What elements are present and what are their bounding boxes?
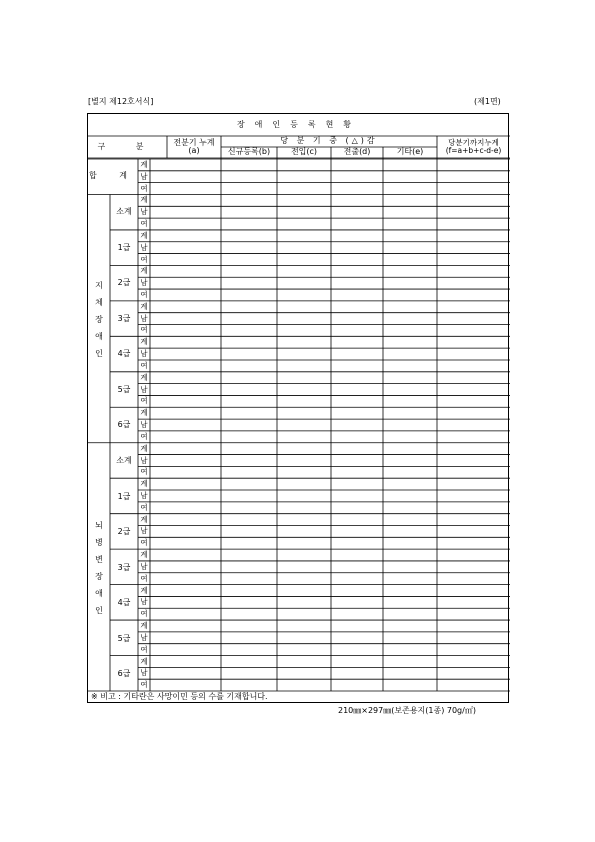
row-type-label: 여: [140, 183, 148, 193]
grade-label: 5급: [117, 633, 131, 643]
row-type-label: 남: [140, 349, 148, 359]
header-current-quarter: 당 분 기 중 (△)감: [280, 136, 378, 146]
grade-label: 소계: [116, 207, 132, 217]
group-physical-char: 애: [95, 331, 103, 341]
row-type-label: 계: [140, 656, 148, 666]
grade-label: 3급: [117, 313, 131, 323]
row-type-label: 계: [140, 159, 148, 169]
group-brain-char: 뇌: [95, 520, 103, 530]
group-brain-char: 변: [95, 554, 103, 564]
row-type-label: 남: [140, 420, 148, 430]
row-type-label: 남: [140, 668, 148, 678]
row-type-label: 여: [140, 360, 148, 370]
row-type-label: 남: [140, 455, 148, 465]
footer-note: ※ 비고 : 기타란은 사망이민 등의 수를 기재합니다.: [91, 692, 268, 702]
row-type-label: 남: [140, 313, 148, 323]
row-type-label: 여: [140, 254, 148, 264]
row-type-label: 남: [140, 632, 148, 642]
group-brain-char: 인: [95, 605, 103, 615]
grade-label: 6급: [117, 668, 131, 678]
row-type-label: 여: [140, 431, 148, 441]
row-type-label: 여: [140, 396, 148, 406]
group-brain-char: 장: [95, 571, 103, 581]
row-type-label: 계: [140, 621, 148, 631]
row-type-label: 남: [140, 597, 148, 607]
row-type-label: 남: [140, 207, 148, 217]
row-type-label: 남: [140, 278, 148, 288]
row-type-label: 계: [140, 337, 148, 347]
group-brain-char: 병: [95, 537, 103, 547]
grade-label: 1급: [117, 491, 131, 501]
form-number: [별지 제12호서식]: [88, 97, 154, 106]
grade-label: 2급: [117, 278, 131, 288]
row-type-label: 계: [140, 372, 148, 382]
row-type-label: 계: [140, 443, 148, 453]
grade-label: 4급: [117, 349, 131, 359]
row-type-label: 계: [140, 266, 148, 276]
row-type-label: 남: [140, 490, 148, 500]
group-physical-char: 체: [95, 297, 103, 307]
grade-label: 5급: [117, 384, 131, 394]
page-number: (제1면): [474, 97, 501, 106]
row-type-label: 남: [140, 561, 148, 571]
row-type-label: 여: [140, 644, 148, 654]
row-type-label: 계: [140, 550, 148, 560]
registration-table: [87, 113, 509, 703]
header-cumulative-to-date: 당분기까지누계 (f=a+b+c-d-e): [445, 138, 502, 155]
row-type-label: 여: [140, 538, 148, 548]
row-type-label: 남: [140, 242, 148, 252]
header-transfer-out: 전출(d): [343, 147, 371, 157]
row-type-label: 여: [140, 680, 148, 690]
row-type-label: 남: [140, 384, 148, 394]
group-brain-char: 애: [95, 588, 103, 598]
group-brain: [88, 444, 110, 691]
grade-label: 2급: [117, 527, 131, 537]
grade-label: 1급: [117, 242, 131, 252]
group-physical-char: 지: [95, 280, 103, 290]
header-other: 기타(e): [396, 147, 424, 157]
row-type-label: 여: [140, 290, 148, 299]
paper-spec: 210㎜×297㎜(보존용지(1종) 70g/㎡): [338, 706, 476, 715]
group-total: 합 계: [89, 171, 137, 181]
grade-label: 3급: [117, 562, 131, 572]
row-type-label: 여: [140, 502, 148, 512]
row-type-label: 계: [140, 195, 148, 205]
row-type-label: 남: [140, 171, 148, 181]
header-prev-cumulative: 전분기 누계 (a): [173, 137, 215, 155]
row-type-label: 여: [140, 219, 148, 229]
header-transfer-in: 전입(c): [290, 147, 318, 157]
group-physical-char: 인: [95, 348, 103, 358]
row-type-label: 여: [140, 467, 148, 477]
row-type-label: 계: [140, 230, 148, 240]
page-title: 장애인등록현황: [236, 119, 362, 129]
row-type-label: 계: [140, 408, 148, 418]
row-type-label: 계: [140, 514, 148, 524]
row-type-label: 계: [140, 479, 148, 489]
group-physical-char: 장: [95, 314, 103, 324]
row-type-label: 계: [140, 301, 148, 311]
table-grid: [88, 114, 510, 704]
row-type-label: 여: [140, 325, 148, 335]
row-type-label: 여: [140, 609, 148, 619]
row-type-label: 남: [140, 526, 148, 536]
row-type-label: 여: [140, 573, 148, 583]
header-gubun: 구 분: [97, 141, 158, 151]
grade-label: 소계: [116, 456, 132, 466]
grade-label: 4급: [117, 598, 131, 608]
group-physical: [88, 195, 110, 443]
row-type-label: 계: [140, 585, 148, 595]
header-new-registration: 신규등록(b): [227, 147, 271, 157]
grade-label: 6급: [117, 420, 131, 430]
